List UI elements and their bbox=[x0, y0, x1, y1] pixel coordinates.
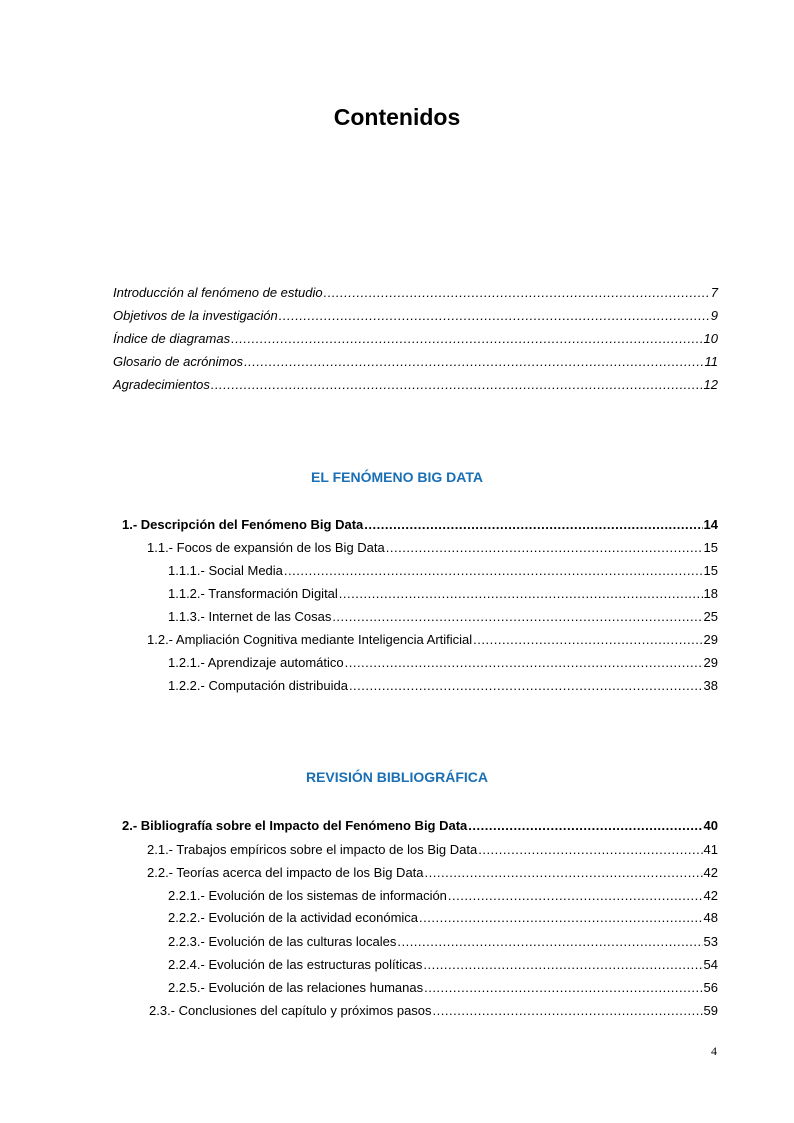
toc-entry-label: 1.1.2.- Transformación Digital bbox=[168, 586, 338, 601]
toc-section-2-3[interactable] bbox=[149, 1003, 718, 1019]
toc-leader bbox=[345, 655, 703, 671]
toc-leader bbox=[473, 632, 702, 648]
toc-page-number: 53 bbox=[703, 934, 718, 949]
page-title: Contenidos bbox=[333, 104, 461, 130]
toc-section-2-2-2[interactable] bbox=[168, 910, 718, 926]
toc-leader bbox=[425, 865, 703, 881]
toc-section-1-1-1[interactable] bbox=[168, 563, 718, 579]
page-number: 4 bbox=[711, 1044, 717, 1058]
toc-section-2-2-1[interactable] bbox=[168, 888, 718, 904]
toc-leader bbox=[324, 285, 710, 301]
toc-entry-agradecimientos[interactable] bbox=[113, 377, 718, 393]
toc-page-number: 29 bbox=[703, 632, 718, 647]
toc-section-1-1[interactable] bbox=[147, 540, 718, 556]
toc-page-number: 7 bbox=[710, 285, 718, 300]
toc-entry-label: Agradecimientos bbox=[113, 377, 210, 392]
toc-entry-label: 2.- Bibliografía sobre el Impacto del Fenómeno Big Data bbox=[122, 818, 468, 833]
toc-page-number: 56 bbox=[703, 980, 718, 995]
toc-section-1-1-3[interactable] bbox=[168, 609, 718, 625]
toc-page-number: 10 bbox=[703, 331, 718, 346]
toc-section-1-2-2[interactable] bbox=[168, 678, 718, 694]
toc-page-number: 11 bbox=[704, 354, 718, 369]
toc-entry-label: 1.1.1.- Social Media bbox=[168, 563, 283, 578]
toc-leader bbox=[339, 586, 703, 602]
toc-leader bbox=[244, 354, 703, 370]
toc-section-1-1-2[interactable] bbox=[168, 586, 718, 602]
toc-entry-label: 1.2.- Ampliación Cognitiva mediante Inteligencia Artificial bbox=[147, 632, 473, 647]
toc-page-number: 40 bbox=[703, 818, 718, 833]
toc-entry-label: 2.2.5.- Evolución de las relaciones humanas bbox=[168, 980, 424, 995]
toc-entry-label: 2.2.2.- Evolución de la actividad económica bbox=[168, 910, 419, 925]
toc-leader bbox=[397, 934, 702, 950]
toc-leader bbox=[424, 980, 702, 996]
toc-entry-label: 2.3.- Conclusiones del capítulo y próximos pasos bbox=[149, 1003, 432, 1018]
toc-leader bbox=[211, 377, 703, 393]
toc-page-number: 14 bbox=[703, 517, 718, 532]
toc-page-number: 29 bbox=[703, 655, 718, 670]
section-heading-big-data: EL FENÓMENO BIG DATA bbox=[311, 469, 483, 485]
toc-leader bbox=[386, 540, 703, 556]
toc-entry-label: Índice de diagramas bbox=[113, 331, 231, 346]
toc-section-2-2-4[interactable] bbox=[168, 957, 718, 973]
toc-section-1-2-1[interactable] bbox=[168, 655, 718, 671]
toc-entry-label: 1.1.3.- Internet de las Cosas bbox=[168, 609, 332, 624]
toc-section-2-1[interactable] bbox=[147, 842, 718, 858]
toc-entry-label: Glosario de acrónimos bbox=[113, 354, 244, 369]
toc-entry-objetivos[interactable] bbox=[113, 308, 718, 324]
toc-entry-label: 2.2.3.- Evolución de las culturas locales bbox=[168, 934, 397, 949]
toc-page-number: 54 bbox=[703, 957, 718, 972]
toc-section-2-2-5[interactable] bbox=[168, 980, 718, 996]
toc-page-number: 42 bbox=[703, 865, 718, 880]
toc-entry-label: 2.2.- Teorías acerca del impacto de los Big Data bbox=[147, 865, 424, 880]
toc-leader bbox=[423, 957, 702, 973]
toc-page-number: 15 bbox=[703, 563, 718, 578]
toc-entry-glosario[interactable] bbox=[113, 354, 718, 370]
toc-leader bbox=[284, 563, 703, 579]
toc-leader bbox=[468, 818, 702, 834]
toc-page-number: 25 bbox=[703, 609, 718, 624]
toc-entry-label: 1.1.- Focos de expansión de los Big Data bbox=[147, 540, 385, 555]
toc-section-2-2[interactable] bbox=[147, 865, 718, 881]
toc-page-number: 12 bbox=[703, 377, 718, 392]
toc-entry-indice-diagramas[interactable] bbox=[113, 331, 718, 347]
toc-page-number: 15 bbox=[703, 540, 718, 555]
toc-page-number: 42 bbox=[703, 888, 718, 903]
toc-leader bbox=[478, 842, 702, 858]
toc-entry-label: 1.- Descripción del Fenómeno Big Data bbox=[122, 517, 364, 532]
toc-leader bbox=[332, 609, 702, 625]
toc-entry-label: 1.2.2.- Computación distribuida bbox=[168, 678, 348, 693]
toc-page-number: 41 bbox=[703, 842, 718, 857]
toc-page-number: 48 bbox=[703, 910, 718, 925]
toc-page-number: 59 bbox=[703, 1003, 718, 1018]
toc-entry-label: Objetivos de la investigación bbox=[113, 308, 278, 323]
toc-entry-label: Introducción al fenómeno de estudio bbox=[113, 285, 323, 300]
toc-entry-label: 1.2.1.- Aprendizaje automático bbox=[168, 655, 344, 670]
toc-chapter-1[interactable] bbox=[122, 517, 718, 533]
toc-section-1-2[interactable] bbox=[147, 632, 718, 648]
toc-page-number: 18 bbox=[703, 586, 718, 601]
toc-section-2-2-3[interactable] bbox=[168, 934, 718, 950]
toc-leader bbox=[349, 678, 703, 694]
toc-leader bbox=[433, 1003, 703, 1019]
toc-chapter-2[interactable] bbox=[122, 818, 718, 834]
toc-leader bbox=[448, 888, 703, 904]
toc-entry-label: 2.2.4.- Evolución de las estructuras políticas bbox=[168, 957, 423, 972]
toc-leader bbox=[279, 308, 710, 324]
toc-leader bbox=[231, 331, 702, 347]
toc-leader bbox=[364, 517, 702, 533]
toc-entry-label: 2.2.1.- Evolución de los sistemas de información bbox=[168, 888, 447, 903]
toc-page-number: 38 bbox=[703, 678, 718, 693]
section-heading-revision-bibliografica: REVISIÓN BIBLIOGRÁFICA bbox=[305, 769, 488, 785]
toc-entry-label: 2.1.- Trabajos empíricos sobre el impacto de los Big Data bbox=[147, 842, 478, 857]
toc-page-number: 9 bbox=[710, 308, 718, 323]
toc-entry-introduccion[interactable] bbox=[113, 285, 718, 301]
toc-leader bbox=[419, 910, 702, 926]
